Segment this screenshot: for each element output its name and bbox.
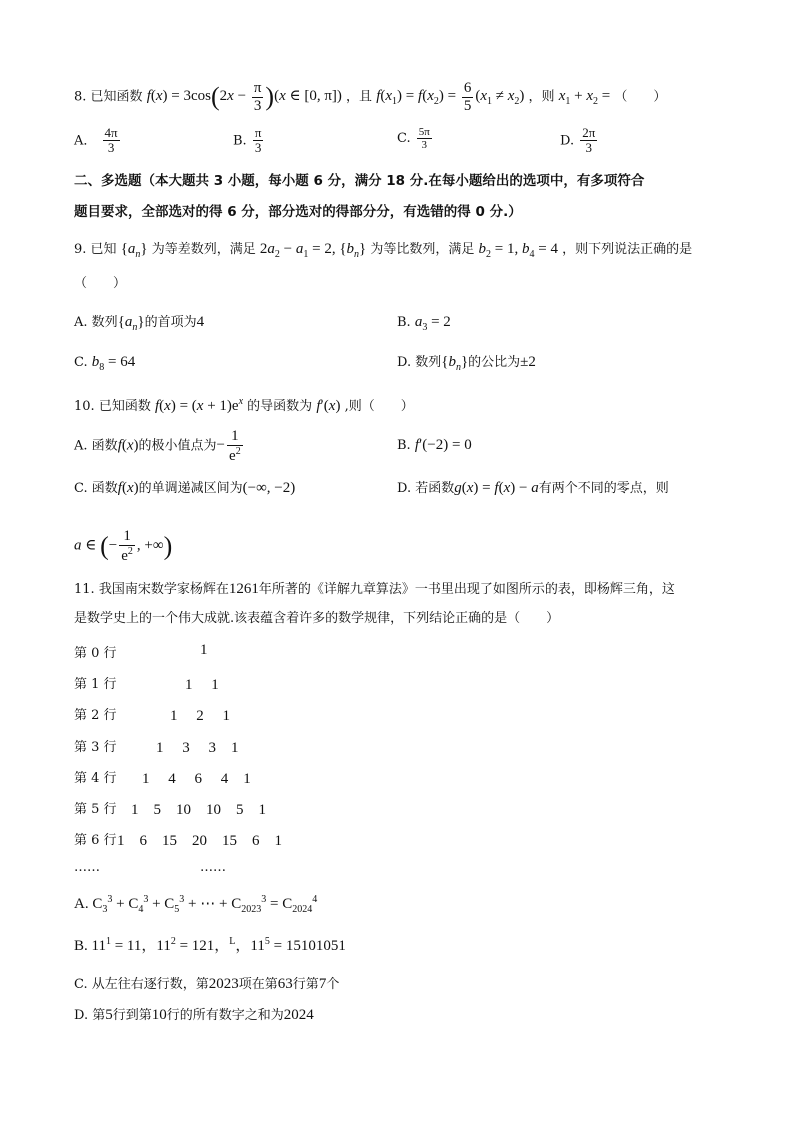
q9-option-c: C. $b_8 = 64$: [74, 354, 136, 373]
q8-option-b: B. $\frac{\pi}{3}$: [233, 125, 262, 156]
q8-function-expression: f(x) = 3cos(2x − $\frac{\pi}{3}$ )(x ∈ [0, π]): [146, 80, 342, 114]
q8-target: $x_1 + x_2$ =: [558, 88, 611, 108]
q10-option-d-range: a ∈ (− $\frac{1}{e^2}$ , +∞): [74, 528, 173, 564]
q10-option-a: A. 函数f(x)的极小值点为− $\frac{1}{e^2}$: [74, 428, 241, 464]
q11-option-b: B. $11^1 = 11$，$11^2 = 121$，$^L$，$11^5 = 15101051$: [74, 936, 346, 954]
q11-option-c: C. 从左往右逐行数，第2023项在第63行第7个: [74, 976, 340, 992]
q8-option-d-value: $\frac{2\pi}{3}$: [582, 125, 596, 156]
section2-heading-line2: 题目要求，全部选对的得 6 分，部分选对的得部分分，有选错的得 0 分.）: [74, 204, 522, 220]
q9-number: 9.: [74, 242, 87, 257]
q8-number: 8.: [74, 89, 87, 105]
q9-paren: （ ）: [74, 276, 127, 291]
q8-text3: ，则: [528, 89, 555, 105]
q10-function: $f(x) = (x + 1)e^x$: [154, 396, 244, 414]
q8-paren: （ ）: [614, 89, 667, 105]
q9-option-d: D. 数列$\{b_n\}$的公比为±2: [397, 354, 536, 373]
q10-number: 10.: [74, 399, 95, 414]
q9-option-a: A. 数列$\{a_n\}$的首项为4: [74, 314, 205, 333]
q8-option-c: C. $\frac{5\pi}{3}$: [397, 126, 430, 152]
q10-option-c: C. 函数f(x)的单调递减区间为(−∞, −2): [74, 480, 296, 496]
q9-option-b: B. $a_3 = 2$: [397, 314, 451, 333]
q8-option-a-value: $\frac{4\pi}{3}$: [104, 125, 118, 156]
q8-option-a: A． $\frac{4\pi}{3}$: [74, 125, 118, 156]
q11-line1: 11. 我国南宋数学家杨辉在1261年所著的《详解九章算法》一书里出现了如图所示的表，即杨辉三角，这: [74, 581, 675, 597]
q9-condition-b: $b_2 = 1$, $b_4 = 4$: [478, 241, 558, 260]
q8-text1: 已知函数: [90, 89, 143, 105]
q11-option-d: D. 第5行到第10行的所有数字之和为2024: [74, 1007, 314, 1023]
q8-option-d: D. $\frac{2\pi}{3}$: [560, 125, 596, 156]
q9-seq-a: $\{a_n\}$: [120, 241, 148, 260]
q8-option-c-value: $\frac{5\pi}{3}$: [418, 126, 430, 152]
q9-condition-a: $2a_2 - a_1 = 2$, $\{b_n\}$: [259, 241, 367, 260]
q9-line: 9. 已知 $\{a_n\}$ 为等差数列，满足 $2a_2 - a_1 = 2$, $\{b_n\}$ 为等比数列，满足 $b_2 = 1$, $b_4 = 4$ ，则下列说法正确的是: [74, 241, 693, 260]
section2-heading-line1: 二、多选题（本大题共 3 小题，每小题 6 分，满分 18 分.在每小题给出的选项中，有多项符合: [74, 173, 645, 189]
q8-line: [74, 80, 666, 114]
q8-option-b-value: $\frac{\pi}{3}$: [254, 125, 262, 156]
q10-option-d: D. 若函数g(x) = f(x) − a有两个不同的零点，则: [397, 480, 669, 496]
q8-condition: $f(x_1) = f(x_2)$ = $\frac{6}{5}$ $(x_1 \ne x_2)$: [376, 80, 525, 114]
q8-text2: ，且: [346, 89, 373, 105]
q11-number: 11.: [74, 582, 95, 597]
q11-option-a: A. $C_3^3 + C_4^3 + C_5^3$ + ⋯ + $C_{2023}^3 = C_{2024}^4$: [74, 894, 318, 915]
q10-option-b: B. f′(−2) = 0: [397, 437, 472, 453]
q11-line2: 是数学史上的一个伟大成就.该表蕴含着许多的数学规律，下列结论正确的是（ ）: [74, 611, 560, 626]
q10-line: 10. 已知函数 $f(x) = (x + 1)e^x$ 的导函数为 f′(x) ,则（ ）: [74, 396, 414, 414]
